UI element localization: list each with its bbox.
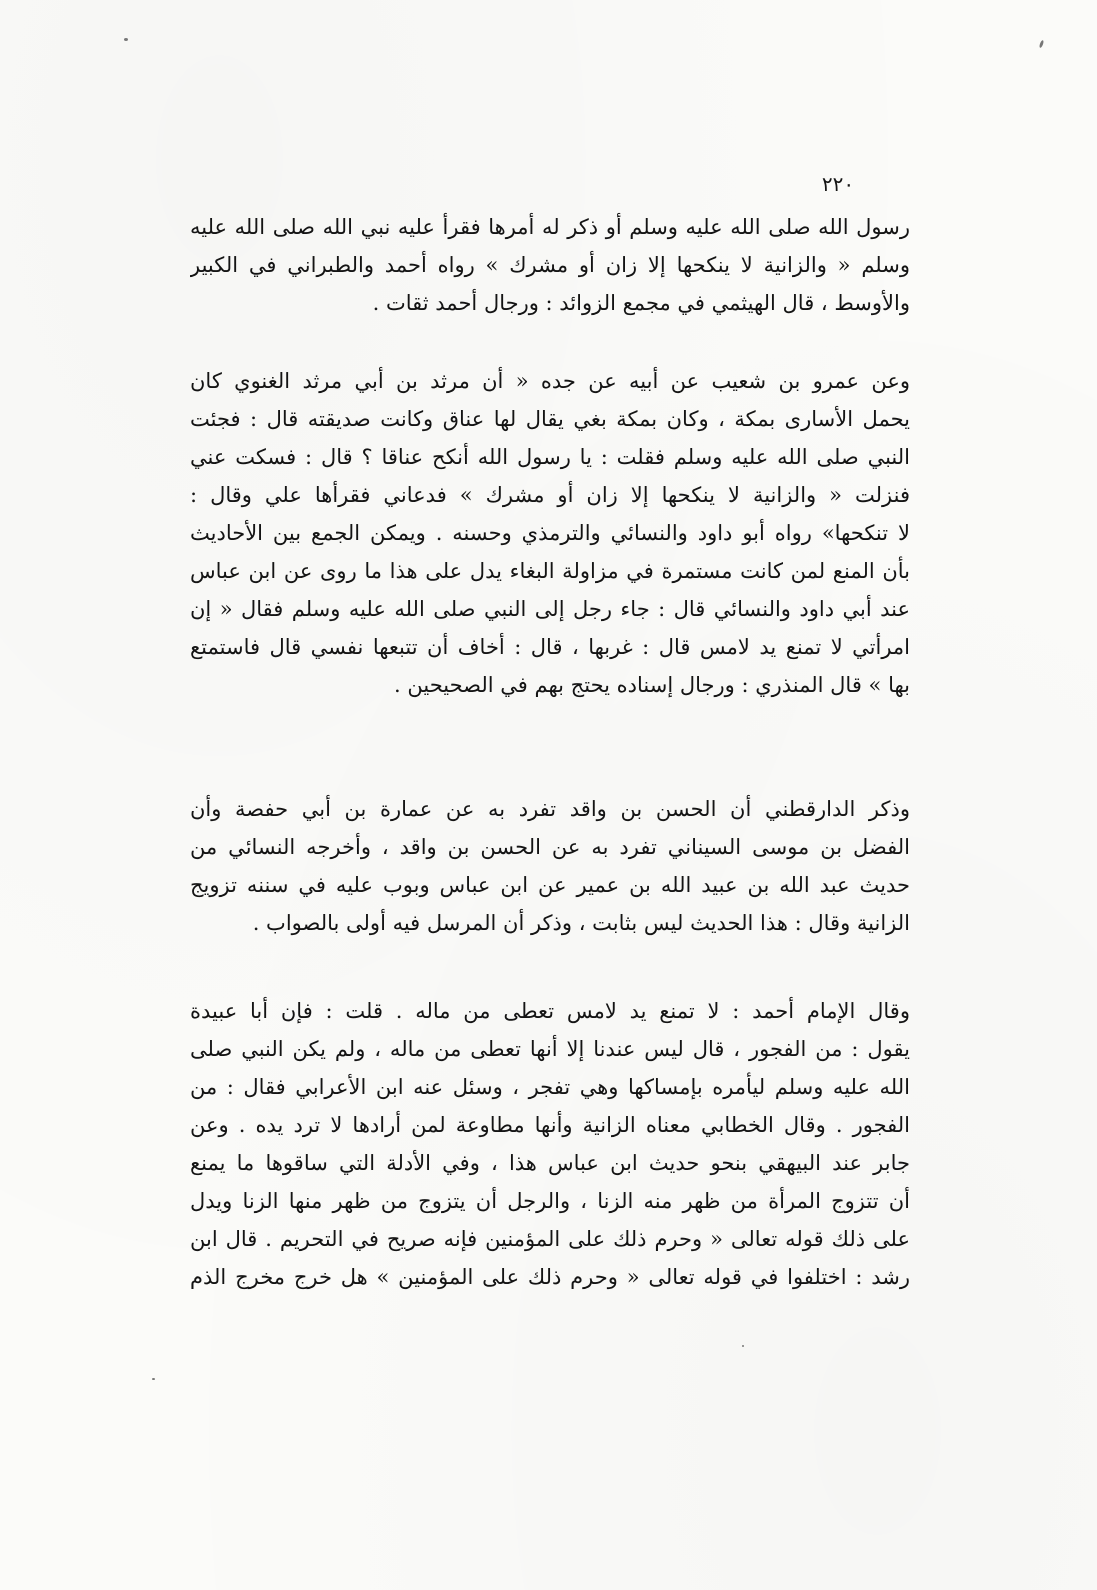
- text-line: امرأتي لا تمنع يد لامس قال : غربها ، قال : أخاف أن تتبعها نفسي قال فاستمتع: [190, 635, 910, 659]
- text-line: النبي صلى الله عليه وسلم فقلت : يا رسول الله أنكح عناقا ؟ قال : فسكت عني: [190, 445, 910, 469]
- text-line: وعن عمرو بن شعيب عن أبيه عن جده « أن مرثد بن أبي مرثد الغنوي كان: [190, 369, 910, 393]
- text-line: يحمل الأسارى بمكة ، وكان بمكة بغي يقال لها عناق وكانت صديقته قال : فجئت: [190, 407, 910, 431]
- text-line: عند أبي داود والنسائي قال : جاء رجل إلى النبي صلى الله عليه وسلم فقال « إن: [190, 597, 910, 621]
- text-line: الفجور . وقال الخطابي معناه الزانية وأنها مطاوعة لمن أرادها لا ترد يده . وعن: [190, 1113, 910, 1137]
- paragraph-3: [190, 790, 910, 942]
- paragraph-2: [190, 362, 910, 704]
- scan-speck: [1039, 40, 1045, 49]
- text-line: الله عليه وسلم ليأمره بإمساكها وهي تفجر ، وسئل عنه ابن الأعرابي فقال : من: [190, 1075, 910, 1099]
- scan-speck: [742, 1345, 744, 1347]
- text-line: على ذلك قوله تعالى « وحرم ذلك على المؤمنين فإنه صريح في التحريم . قال ابن: [190, 1227, 910, 1251]
- text-line: الزانية وقال : هذا الحديث ليس بثابت ، وذكر أن المرسل فيه أولى بالصواب .: [252, 911, 910, 935]
- page-number: ٢٢٠: [821, 172, 855, 196]
- paragraph-1: [190, 208, 910, 322]
- text-line: رسول الله صلى الله عليه وسلم أو ذكر له أمرها فقرأ عليه نبي الله صلى الله عليه: [190, 215, 910, 239]
- text-line: فنزلت « والزانية لا ينكحها إلا زان أو مشرك » فدعاني فقرأها علي وقال :: [190, 483, 910, 507]
- text-line: وذكر الدارقطني أن الحسن بن واقد تفرد به عن عمارة بن أبي حفصة وأن: [190, 797, 910, 821]
- text-line: رشد : اختلفوا في قوله تعالى « وحرم ذلك على المؤمنين » هل خرج مخرج الذم: [190, 1265, 910, 1289]
- scan-speck: [152, 1378, 155, 1380]
- text-line: يقول : من الفجور ، قال ليس عندنا إلا أنها تعطى من ماله ، ولم يكن النبي صلى: [190, 1037, 910, 1061]
- text-line: بأن المنع لمن كانت مستمرة في مزاولة البغاء يدل على هذا ما روى عن ابن عباس: [190, 559, 910, 583]
- text-line: أن تتزوج المرأة من ظهر منه الزنا ، والرجل أن يتزوج من ظهر منها الزنا ويدل: [190, 1189, 910, 1213]
- text-line: جابر عند البيهقي بنحو حديث ابن عباس هذا ، وفي الأدلة التي ساقوها ما يمنع: [190, 1151, 910, 1175]
- text-line: وقال الإمام أحمد : لا تمنع يد لامس تعطى من ماله . قلت : فإن أبا عبيدة: [190, 999, 910, 1023]
- text-line: بها » قال المنذري : ورجال إسناده يحتج بهم في الصحيحين .: [394, 673, 910, 697]
- text-line: وسلم « والزانية لا ينكحها إلا زان أو مشرك » رواه أحمد والطبراني في الكبير: [190, 253, 910, 277]
- paragraph-4: [190, 992, 910, 1296]
- text-line: لا تنكحها» رواه أبو داود والنسائي والترمذي وحسنه . ويمكن الجمع بين الأحاديث: [190, 521, 910, 545]
- scan-speck: [124, 38, 128, 41]
- text-line: حديث عبد الله بن عبيد الله بن عمير عن ابن عباس وبوب عليه في سننه تزويج: [190, 873, 910, 897]
- text-line: الفضل بن موسى السيناني تفرد به عن الحسن بن واقد ، وأخرجه النسائي من: [190, 835, 910, 859]
- text-line: والأوسط ، قال الهيثمي في مجمع الزوائد : ورجال أحمد ثقات .: [372, 291, 910, 315]
